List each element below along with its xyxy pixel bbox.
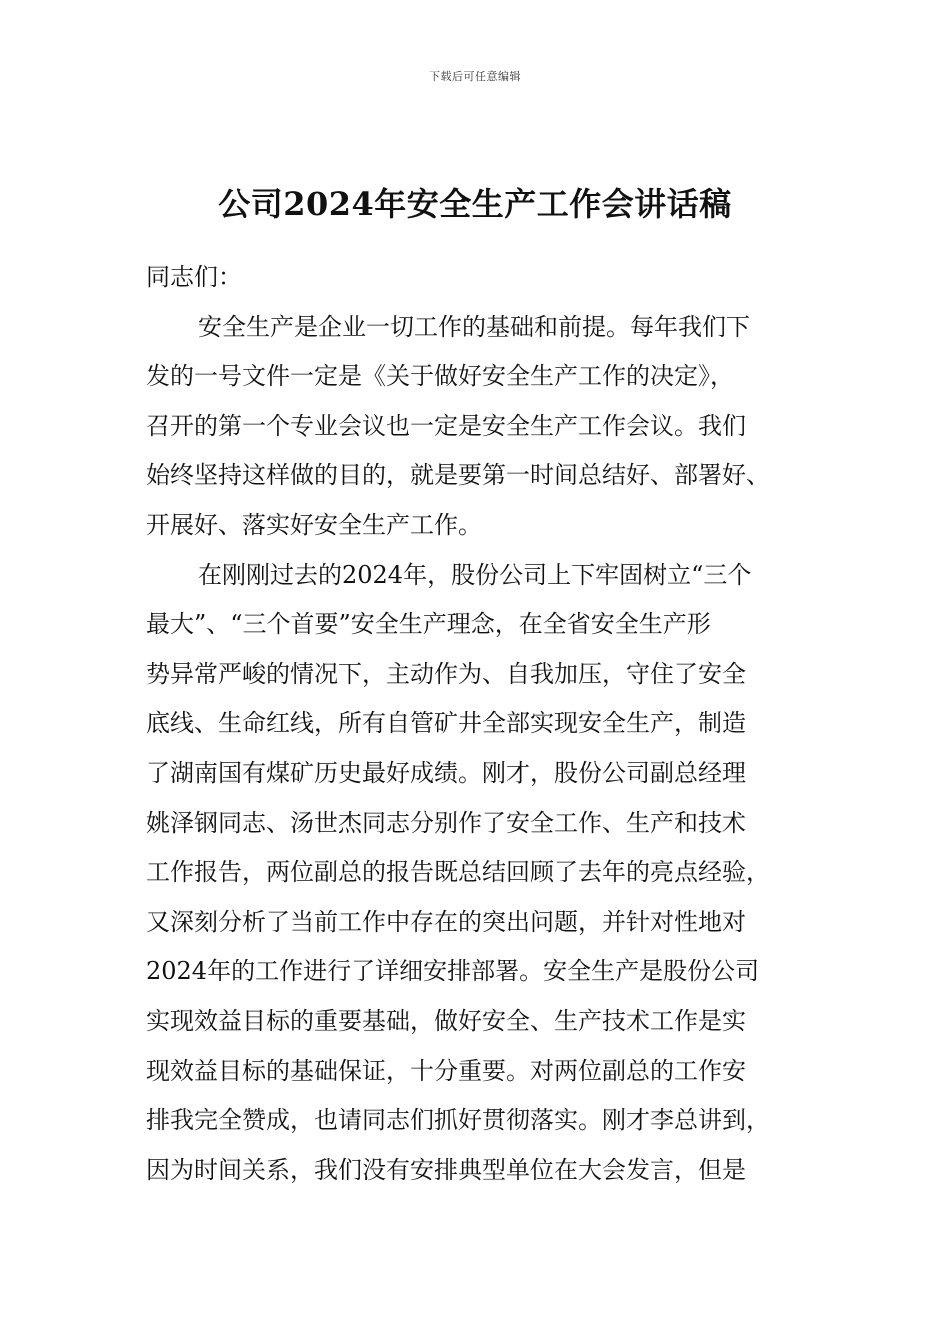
document-body: [146, 253, 806, 1195]
document-title: 公司2024年安全生产工作会讲话稿: [218, 185, 732, 223]
body-line: 姚泽钢同志、汤世杰同志分别作了安全工作、生产和技术: [146, 808, 746, 837]
body-line: 因为时间关系，我们没有安排典型单位在大会发言，但是: [146, 1155, 746, 1184]
body-line: 发的一号文件一定是《关于做好安全生产工作的决定》，: [146, 362, 734, 391]
body-line: 工作报告，两位副总的报告既总结回顾了去年的亮点经验，: [146, 858, 770, 887]
body-line: 召开的第一个专业会议也一定是安全生产工作会议。我们: [146, 411, 746, 440]
body-line: 势异常严峻的情况下，主动作为、自我加压，守住了安全: [146, 659, 746, 688]
body-line: 2024年的工作进行了详细安排部署。安全生产是股份公司: [146, 957, 760, 986]
header-note: 下载后可任意编辑: [429, 70, 521, 83]
body-line: 最大”、“三个首要”安全生产理念，在全省安全生产形: [146, 610, 711, 639]
body-line: 底线、生命红线，所有自管矿井全部实现安全生产，制造: [146, 709, 746, 738]
body-line: 始终坚持这样做的目的，就是要第一时间总结好、部署好、: [146, 461, 770, 490]
salutation: 同志们：: [146, 263, 242, 291]
body-line: 现效益目标的基础保证，十分重要。对两位副总的工作安: [146, 1056, 746, 1085]
body-line: 在刚刚过去的2024年，股份公司上下牢固树立“三个: [198, 560, 752, 589]
body-line: 实现效益目标的重要基础，做好安全、生产技术工作是实: [146, 1006, 746, 1035]
body-line: 开展好、落实好安全生产工作。: [146, 510, 482, 539]
body-line: 又深刻分析了当前工作中存在的突出问题，并针对性地对: [146, 907, 746, 936]
body-line: 了湖南国有煤矿历史最好成绩。刚才，股份公司副总经理: [146, 758, 746, 787]
body-line: 安全生产是企业一切工作的基础和前提。每年我们下: [198, 312, 750, 341]
body-line: 排我完全赞成，也请同志们抓好贯彻落实。刚才李总讲到，: [146, 1106, 770, 1135]
